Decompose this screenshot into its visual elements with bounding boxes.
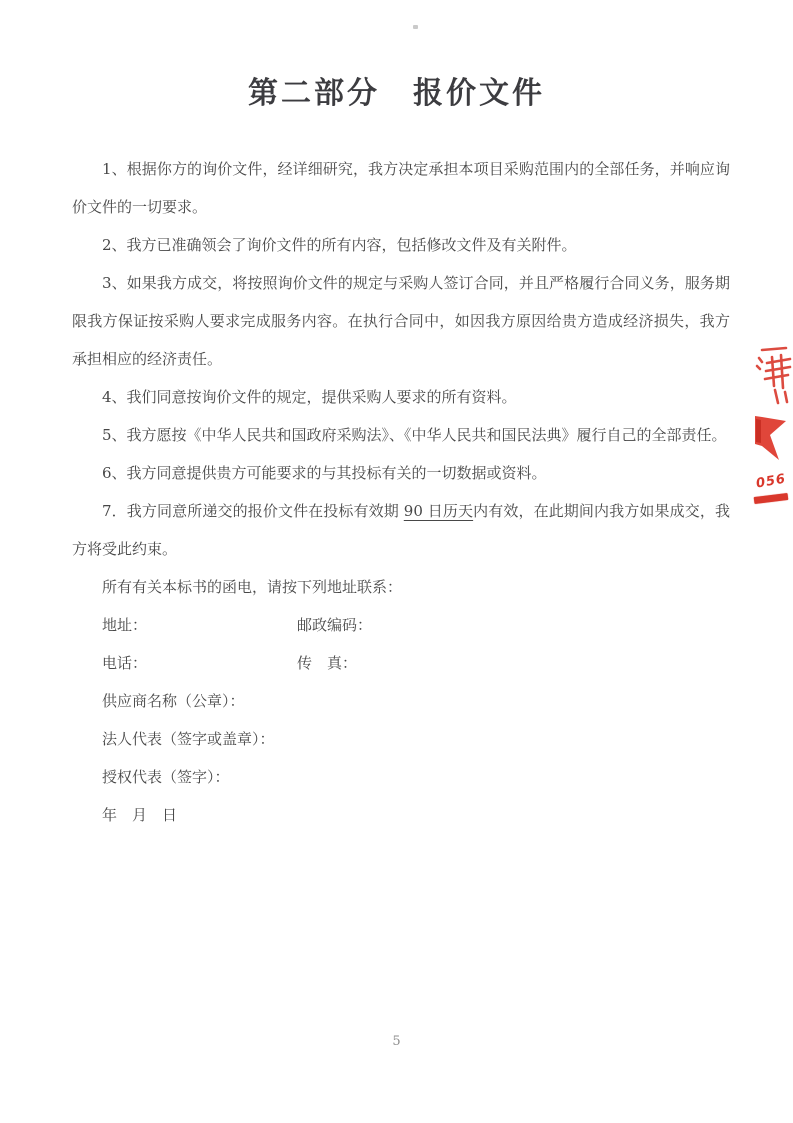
postal-code-label: 邮政编码： bbox=[297, 616, 373, 634]
date-line: 年 月 日 bbox=[102, 806, 178, 824]
seal-bar-fragment bbox=[754, 493, 789, 504]
paragraph-3: 3、如果我方成交，将按照询价文件的规定与采购人签订合同，并且严格履行合同义务，服务期限我方保证按采购人要求完成服务内容。在执行合同中，如因我方原因给贵方造成经济损失，我方承担相应的经济责任。 bbox=[72, 274, 730, 368]
seal-star-fragment-icon bbox=[755, 413, 793, 465]
paragraph-1: 1、根据你方的询价文件，经详细研究，我方决定承担本项目采购范围内的全部任务，并响应询价文件的一切要求。 bbox=[72, 160, 730, 216]
paragraph-4: 4、我们同意按询价文件的规定，提供采购人要求的所有资料。 bbox=[102, 388, 517, 406]
paragraph-6: 6、我方同意提供贵方可能要求的与其投标有关的一切数据或资料。 bbox=[102, 464, 547, 482]
supplier-name-label: 供应商名称（公章）： bbox=[102, 692, 245, 710]
validity-period-underlined: 90 日历天 bbox=[403, 502, 474, 520]
paragraph-7-suffix: 内有效，在此期间内我方如果成交，我方将受此约束。 bbox=[72, 502, 730, 558]
paragraph-7 bbox=[72, 492, 730, 568]
paragraph-5: 5、我方愿按《中华人民共和国政府采购法》、《中华人民共和国民法典》履行自己的全部责任。 bbox=[102, 426, 727, 444]
page-title: 第二部分 报价文件 bbox=[248, 76, 545, 111]
document-body bbox=[72, 150, 730, 834]
seal-number: 056 bbox=[754, 471, 788, 492]
authorized-representative-label: 授权代表（签字）： bbox=[102, 768, 230, 786]
scan-artifact-dot bbox=[413, 25, 418, 29]
contact-intro: 所有有关本标书的函电，请按下列地址联系： bbox=[102, 578, 403, 596]
page-number: 5 bbox=[392, 1034, 401, 1049]
legal-representative-label: 法人代表（签字或盖章）： bbox=[102, 730, 275, 748]
paragraph-2: 2、我方已准确领会了询价文件的所有内容，包括修改文件及有关附件。 bbox=[102, 236, 577, 254]
address-label: 地址： bbox=[102, 616, 148, 634]
fax-label: 传 真： bbox=[297, 654, 358, 672]
address-row bbox=[72, 606, 730, 644]
seal-character-fragment-icon bbox=[752, 346, 793, 406]
phone-row bbox=[72, 644, 730, 682]
phone-label: 电话： bbox=[102, 654, 148, 672]
paragraph-7-prefix: 7．我方同意所递交的报价文件在投标有效期 bbox=[102, 502, 404, 520]
